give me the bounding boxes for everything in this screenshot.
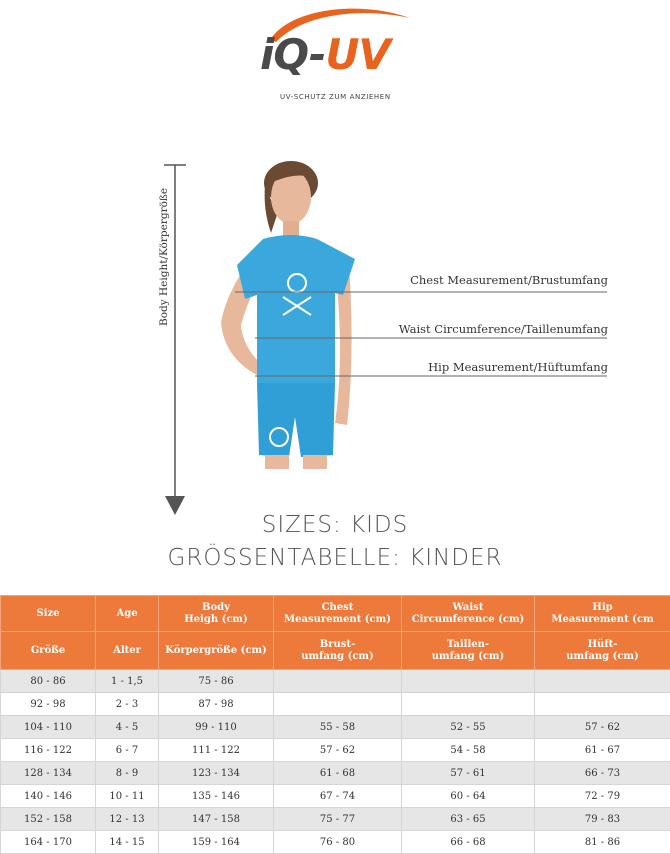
chest-measurement-label: Chest Measurement/Brustumfang [410,273,608,287]
logo-part-2: UV [325,30,390,79]
header-en-age: Age [96,596,159,632]
cell-size: 80 - 86 [1,670,96,693]
cell-waist: 57 - 61 [402,762,535,785]
child-model-illustration [195,155,615,475]
cell-age: 14 - 15 [96,831,159,854]
title-english: SIZES: KIDS [0,512,670,538]
cell-body-height: 147 - 158 [159,808,274,831]
cell-age: 4 - 5 [96,716,159,739]
cell-waist: 63 - 65 [402,808,535,831]
logo-wordmark [260,30,390,79]
size-table [0,595,670,854]
header-de-hip: Hüft- umfang (cm) [535,632,670,670]
cell-age: 6 - 7 [96,739,159,762]
header-en-chest: Chest Measurement (cm) [274,596,402,632]
header-en-waist: Waist Circumference (cm) [402,596,535,632]
table-row [1,831,670,854]
cell-body-height: 135 - 146 [159,785,274,808]
header-de-body-height: Körpergröße (cm) [159,632,274,670]
size-table-body [1,670,670,854]
cell-chest: 61 - 68 [274,762,402,785]
cell-age: 2 - 3 [96,693,159,716]
cell-waist: 60 - 64 [402,785,535,808]
header-de-waist: Taillen- umfang (cm) [402,632,535,670]
cell-chest [274,670,402,693]
cell-size: 116 - 122 [1,739,96,762]
cell-size: 92 - 98 [1,693,96,716]
cell-body-height: 111 - 122 [159,739,274,762]
cell-waist: 66 - 68 [402,831,535,854]
hip-measurement-label: Hip Measurement/Hüftumfang [428,360,608,374]
body-height-text: Body Height/Körpergröße [158,188,170,326]
header-en-body-height: Body Heigh (cm) [159,596,274,632]
cell-hip: 66 - 73 [535,762,670,785]
logo-part-1: iQ- [260,30,325,79]
cell-chest: 76 - 80 [274,831,402,854]
header-en-size: Size [1,596,96,632]
table-row [1,808,670,831]
table-row [1,716,670,739]
table-row [1,693,670,716]
cell-waist [402,670,535,693]
cell-waist [402,693,535,716]
cell-hip: 79 - 83 [535,808,670,831]
cell-hip: 72 - 79 [535,785,670,808]
cell-size: 128 - 134 [1,762,96,785]
table-row [1,739,670,762]
cell-chest: 57 - 62 [274,739,402,762]
cell-chest: 75 - 77 [274,808,402,831]
title-german: GRÖSSENTABELLE: KINDER [0,545,670,571]
cell-body-height: 123 - 134 [159,762,274,785]
table-row [1,762,670,785]
cell-age: 8 - 9 [96,762,159,785]
cell-hip: 57 - 62 [535,716,670,739]
cell-waist: 54 - 58 [402,739,535,762]
cell-hip [535,693,670,716]
cell-chest [274,693,402,716]
cell-waist: 52 - 55 [402,716,535,739]
cell-body-height: 159 - 164 [159,831,274,854]
cell-size: 152 - 158 [1,808,96,831]
cell-body-height: 75 - 86 [159,670,274,693]
cell-body-height: 87 - 98 [159,693,274,716]
header-de-size: Größe [1,632,96,670]
header-row-de [1,632,670,670]
cell-chest: 67 - 74 [274,785,402,808]
cell-hip: 81 - 86 [535,831,670,854]
brand-logo [250,0,420,110]
cell-age: 10 - 11 [96,785,159,808]
waist-circumference-label: Waist Circumference/Taillenumfang [399,322,608,336]
cell-body-height: 99 - 110 [159,716,274,739]
cell-size: 140 - 146 [1,785,96,808]
header-de-age: Alter [96,632,159,670]
cell-hip [535,670,670,693]
logo-tagline: UV-SCHUTZ ZUM ANZIEHEN [280,93,391,101]
cell-hip: 61 - 67 [535,739,670,762]
cell-size: 104 - 110 [1,716,96,739]
height-arrow-icon [160,163,190,518]
header-de-chest: Brust- umfang (cm) [274,632,402,670]
cell-size: 164 - 170 [1,831,96,854]
cell-age: 12 - 13 [96,808,159,831]
table-row [1,785,670,808]
cell-age: 1 - 1,5 [96,670,159,693]
table-row [1,670,670,693]
header-en-hip: Hip Measurement (cm [535,596,670,632]
cell-chest: 55 - 58 [274,716,402,739]
header-row-en [1,596,670,632]
